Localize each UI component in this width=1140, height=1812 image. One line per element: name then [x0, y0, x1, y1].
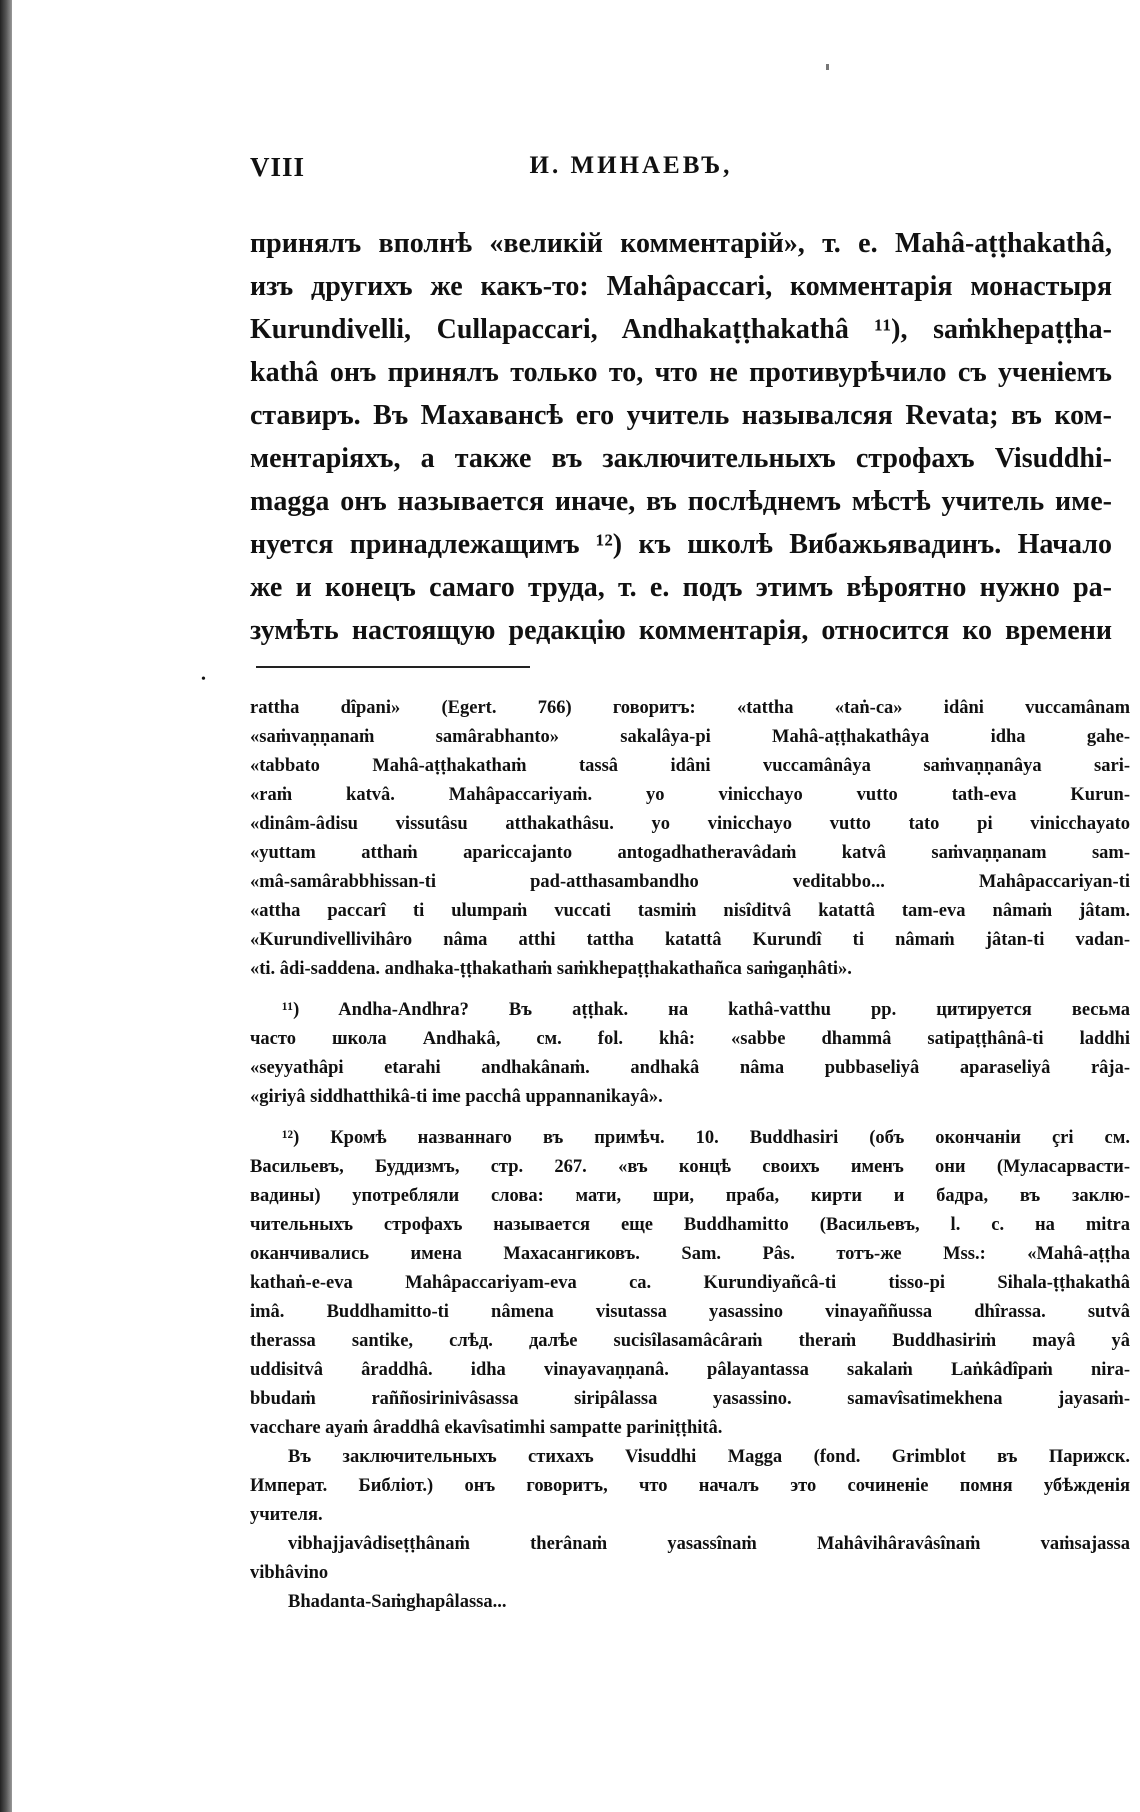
main-line: изъ другихъ же какъ-то: Mahâpaccari, комментарія монастыря	[250, 271, 1112, 302]
main-line: нуется принадлежащимъ ¹²) къ школѣ Вибажьявадинъ. Начало	[250, 529, 1112, 560]
verse-line: Bhadanta-Saṁghapâlassa...	[288, 1592, 507, 1612]
footnotes	[250, 694, 1130, 1617]
footnote-line: вадины) употребляли слова: мати, шри, праба, кирти и бадра, въ заклю-	[250, 1186, 1130, 1206]
footnote-line: оканчивались имена Махасангиковъ. Sam. Pâs. тотъ-же Mss.: «Mahâ-aṭṭha	[250, 1244, 1130, 1264]
footnote-11	[250, 996, 1130, 1112]
verse-line: vibhâvino	[250, 1563, 329, 1583]
footnote-12	[250, 1124, 1130, 1443]
scan-speck	[826, 64, 829, 70]
footnote-line: «yuttam atthaṁ apariccajanto antogadhatheravâdaṁ katvâ saṁvaṇṇanam sam-	[250, 843, 1130, 863]
footnote-line: Въ заключительныхъ стихахъ Visuddhi Magga (fond. Grimblot въ Парижск.	[288, 1447, 1130, 1467]
footnote-line: часто школа Andhakâ, см. fol. khâ: «sabbe dhammâ satipaṭṭhânâ-ti laddhi	[250, 1029, 1130, 1049]
footnote-line: kathaṅ-e-eva Mahâpaccariyam-eva ca. Kurundiyañcâ-ti tisso-pi Sihala-ṭṭhakathâ	[250, 1273, 1130, 1293]
footnote-line: Императ. Библіот.) онъ говоритъ, что началъ это сочиненіе помня убѣжденія	[250, 1476, 1130, 1496]
footnote-continuation	[250, 694, 1130, 984]
main-line: kathâ онъ принялъ только то, что не противурѣчило съ ученіемъ	[250, 357, 1112, 388]
footnote-line: «Kurundivellivihâro nâma atthi tattha katattâ Kurundî ti nâmaṁ jâtan-ti vadan-	[250, 930, 1130, 950]
footnote-line: rattha dîpani» (Egert. 766) говоритъ: «tattha «taṅ-ca» idâni vuccamânam	[250, 698, 1130, 718]
main-text	[250, 222, 1112, 652]
footnote-line: therassa santike, слѣд. далѣе sucisîlasamâcâraṁ theraṁ Buddhasiriṁ mayâ yâ	[250, 1331, 1130, 1351]
footnote-line: учителя.	[250, 1505, 323, 1525]
footnote-line: vacchare ayaṁ âraddhâ ekavîsatimhi sampatte pariniṭṭhitâ.	[250, 1418, 723, 1438]
page-header	[250, 152, 1012, 186]
book-spine-edge	[0, 0, 12, 1812]
footnote-line: «seyyathâpi etarahi andhakânaṁ. andhakâ nâma pubbaseliyâ aparaseliyâ râja-	[250, 1058, 1130, 1078]
footnote-line: ¹¹) Andha-Andhra? Въ aṭṭhak. на kathâ-vatthu pp. цитируется весьма	[282, 1000, 1130, 1020]
main-line: Kurundivelli, Cullapaccari, Andhakaṭṭhakathâ ¹¹), saṁkhepaṭṭha-	[250, 314, 1112, 345]
main-line: magga онъ называется иначе, въ послѣднемъ мѣстѣ учитель име-	[250, 486, 1112, 517]
margin-mark: •	[201, 672, 206, 687]
closing-paragraph	[250, 1443, 1130, 1530]
footnote-line: «mâ-samârabbhissan-ti pad-atthasambandho veditabbo... Mahâpaccariyan-ti	[250, 872, 1130, 892]
footnote-line: bbudaṁ raññosirinivâsassa siripâlassa yasassino. samavîsatimekhena jayasaṁ-	[250, 1389, 1130, 1409]
main-line: же и конецъ самаго труда, т. е. подъ этимъ вѣроятно нужно ра-	[250, 572, 1112, 603]
main-line: ментаріяхъ, а также въ заключительныхъ строфахъ Visuddhi-	[250, 443, 1112, 474]
main-line: ставиръ. Въ Махавансѣ его учитель называлсяя Revata; въ ком-	[250, 400, 1112, 431]
footnote-line: Васильевъ, Буддизмъ, стр. 267. «въ концѣ своихъ именъ они (Муласарвасти-	[250, 1157, 1130, 1177]
main-line: принялъ вполнѣ «великій комментарій», т. е. Mahâ-aṭṭhakathâ,	[250, 228, 1112, 259]
main-line: зумѣть настоящую редакцію комментарія, относится ко времени	[250, 615, 1112, 646]
footnote-line: «attha paccarî ti ulumpaṁ vuccati tasmiṁ nisîditvâ katattâ tam-eva nâmaṁ jâtam.	[250, 901, 1130, 921]
running-head: И. МИНАЕВЪ,	[529, 152, 733, 179]
footnote-line: «tabbato Mahâ-aṭṭhakathaṁ tassâ idâni vuccamânâya saṁvaṇṇanâya sari-	[250, 756, 1130, 776]
verse-quote	[250, 1530, 1130, 1617]
footnote-divider	[256, 666, 530, 668]
page-number: VIII	[250, 152, 306, 182]
footnote-line: imâ. Buddhamitto-ti nâmena visutassa yasassino vinayaññussa dhîrassa. sutvâ	[250, 1302, 1130, 1322]
footnote-line: ¹²) Кромѣ названнаго въ примѣч. 10. Buddhasiri (объ окончаніи çri см.	[282, 1128, 1130, 1148]
footnote-line: uddisitvâ âraddhâ. idha vinayavaṇṇanâ. pâlayantassa sakalaṁ Laṅkâdîpaṁ nira-	[250, 1360, 1130, 1380]
footnote-line: «giriyâ siddhatthikâ-ti ime pacchâ uppannanikayâ».	[250, 1087, 663, 1107]
footnote-line: «saṁvaṇṇanaṁ samârabhanto» sakalâya-pi Mahâ-aṭṭhakathâya idha gahe-	[250, 727, 1130, 747]
footnote-line: «raṁ katvâ. Mahâpaccariyaṁ. yo vinicchayo vutto tath-eva Kurun-	[250, 785, 1130, 805]
verse-line: vibhajjavâdiseṭṭhânaṁ therânaṁ yasassînaṁ Mahâvihâravâsînaṁ vaṁsajassa	[288, 1534, 1130, 1554]
footnote-line: «ti. âdi-saddena. andhaka-ṭṭhakathaṁ saṁkhepaṭṭhakathañca saṁgaṇhâti».	[250, 959, 852, 979]
footnote-line: чительныхъ строфахъ называется еще Buddhamitto (Васильевъ, l. c. на mitra	[250, 1215, 1130, 1235]
footnote-line: «dinâm-âdisu vissutâsu atthakathâsu. yo vinicchayo vutto tato pi vinicchayato	[250, 814, 1130, 834]
